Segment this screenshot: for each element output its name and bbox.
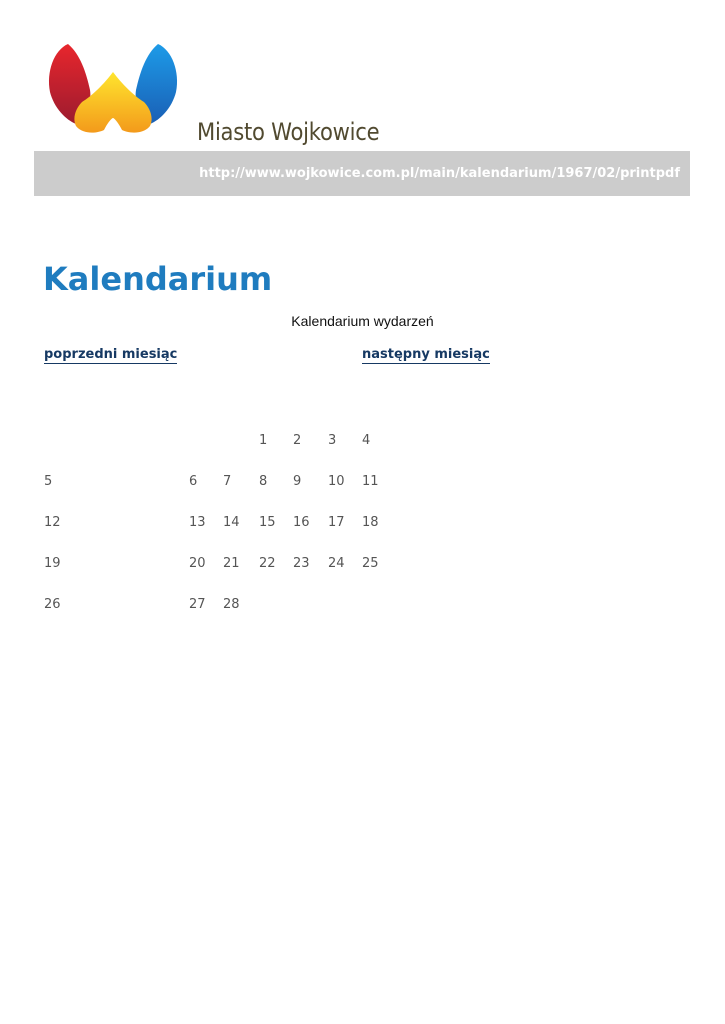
calendar-day: 15	[259, 515, 276, 530]
calendar-day: 4	[362, 433, 371, 448]
calendar-subtitle: Kalendarium wydarzeń	[291, 313, 434, 329]
wojkowice-logo-icon	[46, 42, 180, 136]
calendar-day: 22	[259, 556, 276, 571]
calendar-day: 19	[44, 556, 61, 571]
calendar-day: 21	[223, 556, 240, 571]
calendar-day: 28	[223, 597, 240, 612]
calendar-day: 3	[328, 433, 337, 448]
page-title: Kalendarium	[43, 260, 273, 298]
page-url[interactable]: http://www.wojkowice.com.pl/main/kalendarium/1967/02/printpdf	[199, 166, 680, 181]
previous-month-link[interactable]: poprzedni miesiąc	[44, 347, 178, 362]
calendar-day: 12	[44, 515, 61, 530]
site-name: Miasto Wojkowice	[197, 118, 380, 146]
calendar-day: 25	[362, 556, 379, 571]
calendar-day: 11	[362, 474, 379, 489]
calendar-day: 13	[189, 515, 206, 530]
calendar-day: 24	[328, 556, 345, 571]
calendar-day: 1	[259, 433, 268, 448]
calendar-day: 9	[293, 474, 302, 489]
calendar-day: 14	[223, 515, 240, 530]
calendar-day: 7	[223, 474, 232, 489]
next-month-link[interactable]: następny miesiąc	[362, 347, 490, 362]
calendar-day: 23	[293, 556, 310, 571]
calendar-day: 18	[362, 515, 379, 530]
calendar-day: 2	[293, 433, 302, 448]
calendar-day: 6	[189, 474, 198, 489]
calendar-day: 8	[259, 474, 268, 489]
calendar-day: 17	[328, 515, 345, 530]
calendar-day: 10	[328, 474, 345, 489]
calendar-day: 16	[293, 515, 310, 530]
url-bar	[34, 151, 690, 196]
calendar-day: 27	[189, 597, 206, 612]
calendar-day: 20	[189, 556, 206, 571]
calendar-day: 5	[44, 474, 53, 489]
calendar-day: 26	[44, 597, 61, 612]
